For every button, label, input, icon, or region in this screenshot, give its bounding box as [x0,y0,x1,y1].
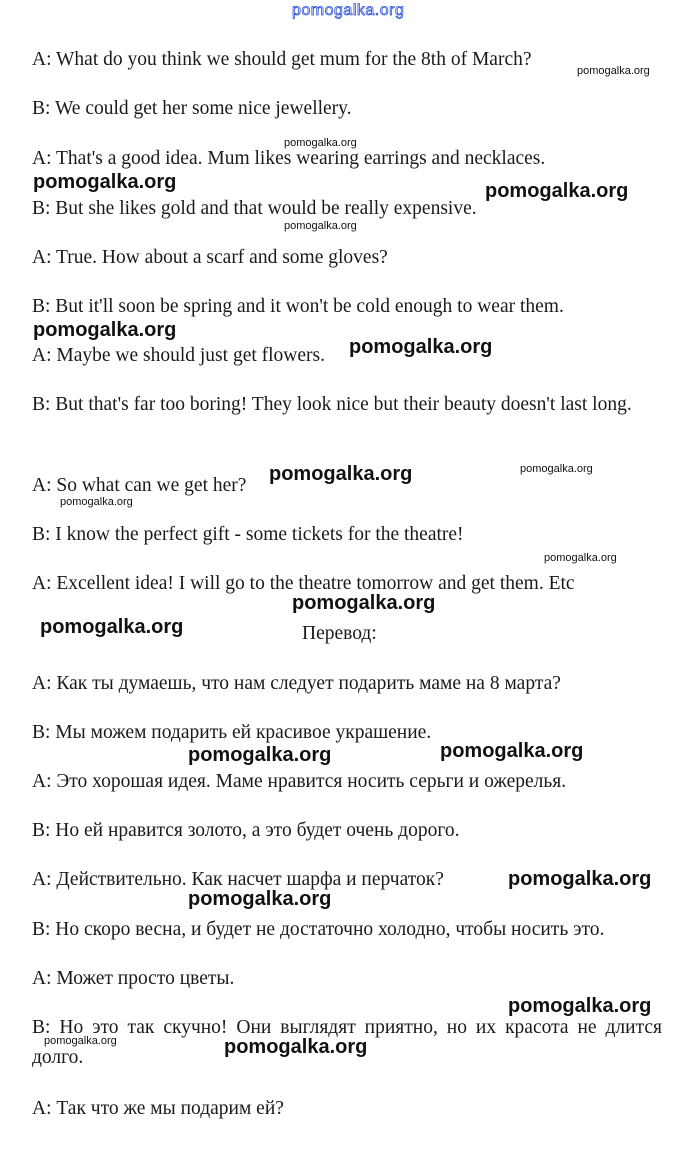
watermark: pomogalka.org [269,463,413,485]
watermark: pomogalka.org [33,171,177,193]
watermark: pomogalka.org [440,740,584,762]
dialogue-line: A: Maybe we should just get flowers. [32,345,325,366]
watermark: pomogalka.org [544,552,617,564]
translation-line: B: Но ей нравится золото, а это будет очень дорого. [32,820,460,841]
dialogue-line: A: Excellent idea! I will go to the theatre tomorrow and get them. Etc [32,573,575,594]
watermark: pomogalka.org [485,180,629,202]
dialogue-line: B: But that's far too boring! They look nice but their beauty doesn't last long. [32,394,632,415]
watermark: pomogalka.org [577,65,650,77]
watermark: pomogalka.org [40,616,184,638]
dialogue-line: B: I know the perfect gift - some tickets for the theatre! [32,524,464,545]
translation-line: B: Мы можем подарить ей красивое украшение. [32,722,432,743]
dialogue-line: B: But it'll soon be spring and it won't be cold enough to wear them. [32,296,564,317]
watermark: pomogalka.org [292,2,405,19]
watermark: pomogalka.org [520,463,593,475]
dialogue-line: A: True. How about a scarf and some gloves? [32,247,388,268]
translation-heading: Перевод: [302,623,377,644]
translation-line: B: Но это так скучно! Они выглядят приятно, но их красота не длится долго. [32,1017,662,1068]
watermark: pomogalka.org [508,995,652,1017]
watermark: pomogalka.org [44,1035,117,1047]
dialogue-line: B: We could get her some nice jewellery. [32,98,352,119]
translation-line: A: Действительно. Как насчет шарфа и перчаток? [32,869,444,890]
dialogue-line: A: What do you think we should get mum for the 8th of March? [32,49,532,70]
translation-line: A: Как ты думаешь, что нам следует подарить маме на 8 марта? [32,673,561,694]
translation-line: A: Это хорошая идея. Маме нравится носить серьги и ожерелья. [32,771,567,792]
dialogue-line: B: But she likes gold and that would be really expensive. [32,198,477,219]
dialogue-line: A: That's a good idea. Mum likes wearing earrings and necklaces. [32,148,546,169]
watermark: pomogalka.org [33,319,177,341]
watermark: pomogalka.org [284,220,357,232]
watermark: pomogalka.org [292,592,436,614]
translation-line: B: Но скоро весна, и будет не достаточно холодно, чтобы носить это. [32,919,605,940]
translation-line: A: Может просто цветы. [32,968,235,989]
watermark: pomogalka.org [188,888,332,910]
watermark: pomogalka.org [284,137,357,149]
watermark: pomogalka.org [508,868,652,890]
watermark: pomogalka.org [60,496,133,508]
translation-line: A: Так что же мы подарим ей? [32,1098,284,1119]
watermark: pomogalka.org [224,1036,368,1058]
watermark: pomogalka.org [188,744,332,766]
watermark: pomogalka.org [349,336,493,358]
dialogue-line: A: So what can we get her? [32,475,247,496]
